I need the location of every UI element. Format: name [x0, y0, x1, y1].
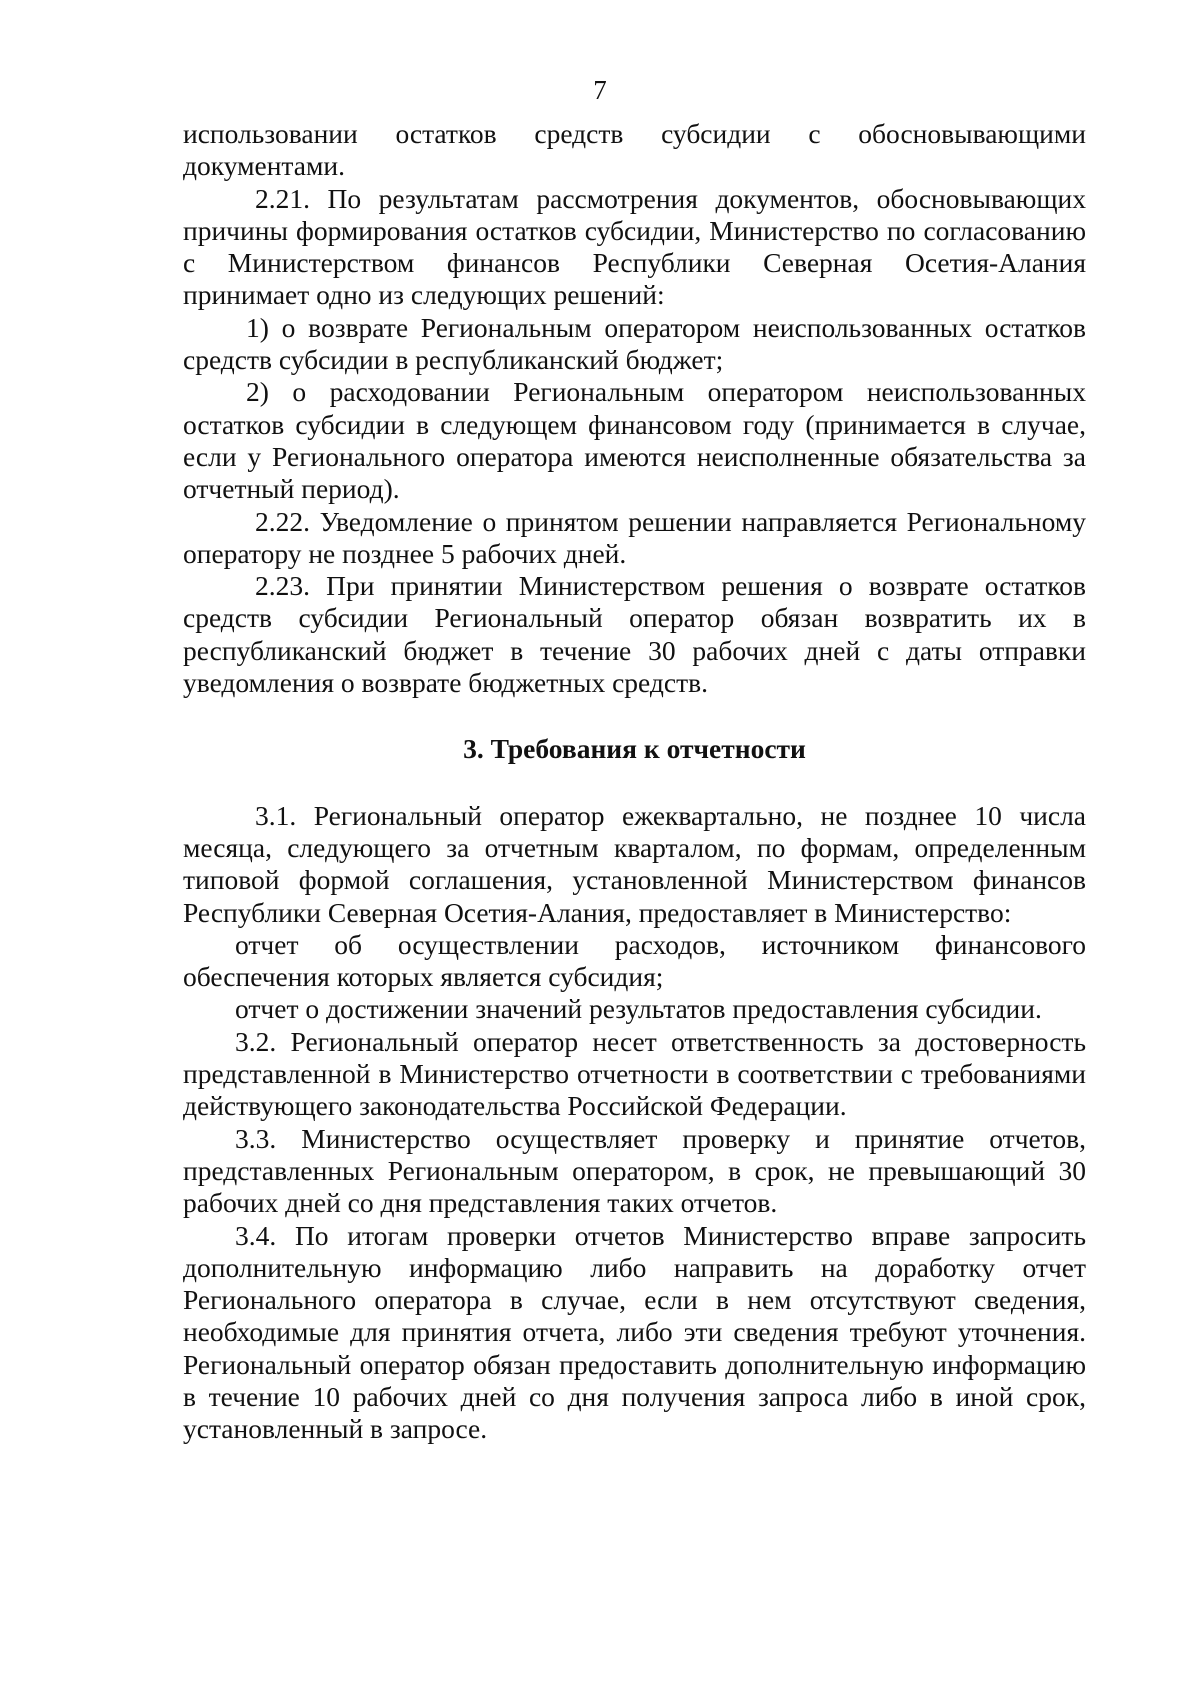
paragraph-2-23: 2.23. При принятии Министерством решения о возврате остатков средств субсидии Региональный оператор обязан возвратить их в республиканский бюджет в течение 30 рабочих дней с даты отправки уведомления о возврате бюджетных средств.: [183, 570, 1086, 699]
paragraph-continuation: использовании остатков средств субсидии с обосновывающими документами.: [183, 118, 1086, 182]
paragraph-3-1: 3.1. Региональный оператор ежеквартально, не позднее 10 числа месяца, следующего за отчетным кварталом, по формам, определенным типовой формой соглашения, установленной Министерством финансов Республики Северная Осетия-Алания, предоставляет в Министерство:: [183, 799, 1086, 928]
paragraph-2-21: 2.21. По результатам рассмотрения документов, обосновывающих причины формирования остатков субсидии, Министерство по согласованию с Министерством финансов Республики Северная Осетия-Алания принимает одно из следующих решений:: [183, 182, 1086, 311]
section-heading: 3. Требования к отчетности: [463, 733, 806, 765]
paragraph-report-results: отчет о достижении значений результатов предоставления субсидии.: [235, 993, 1042, 1025]
paragraph-3-3: 3.3. Министерство осуществляет проверку и принятие отчетов, представленных Региональным оператором, в срок, не превышающий 30 рабочих дней со дня представления таких отчетов.: [183, 1122, 1086, 1219]
paragraph-3-4: 3.4. По итогам проверки отчетов Министерство вправе запросить дополнительную информацию либо направить на доработку отчет Регионального оператора в случае, если в нем отсутствуют сведения, необходимые для принятия отчета, либо эти сведения требуют уточнения. Региональный оператор обязан предоставить дополнительную информацию в течение 10 рабочих дней со дня получения запроса либо в иной срок, установленный в запросе.: [183, 1219, 1086, 1445]
paragraph-3-2: 3.2. Региональный оператор несет ответственность за достоверность представленной в Министерство отчетности в соответствии с требованиями действующего законодательства Российской Федерации.: [183, 1025, 1086, 1122]
page-number: 7: [593, 75, 607, 105]
paragraph-2-22: 2.22. Уведомление о принятом решении направляется Региональному оператору не позднее 5 рабочих дней.: [183, 505, 1086, 569]
document-body: [183, 118, 1086, 1446]
paragraph-report-expenses: отчет об осуществлении расходов, источником финансового обеспечения которых является субсидия;: [183, 928, 1086, 993]
paragraph-item-1: 1) о возврате Региональным оператором неиспользованных остатков средств субсидии в республиканский бюджет;: [183, 311, 1086, 376]
paragraph-item-2: 2) о расходовании Региональным оператором неиспользованных остатков субсидии в следующем финансовом году (принимается в случае, если у Регионального оператора имеются неисполненные обязательства за отчетный период).: [183, 376, 1086, 505]
